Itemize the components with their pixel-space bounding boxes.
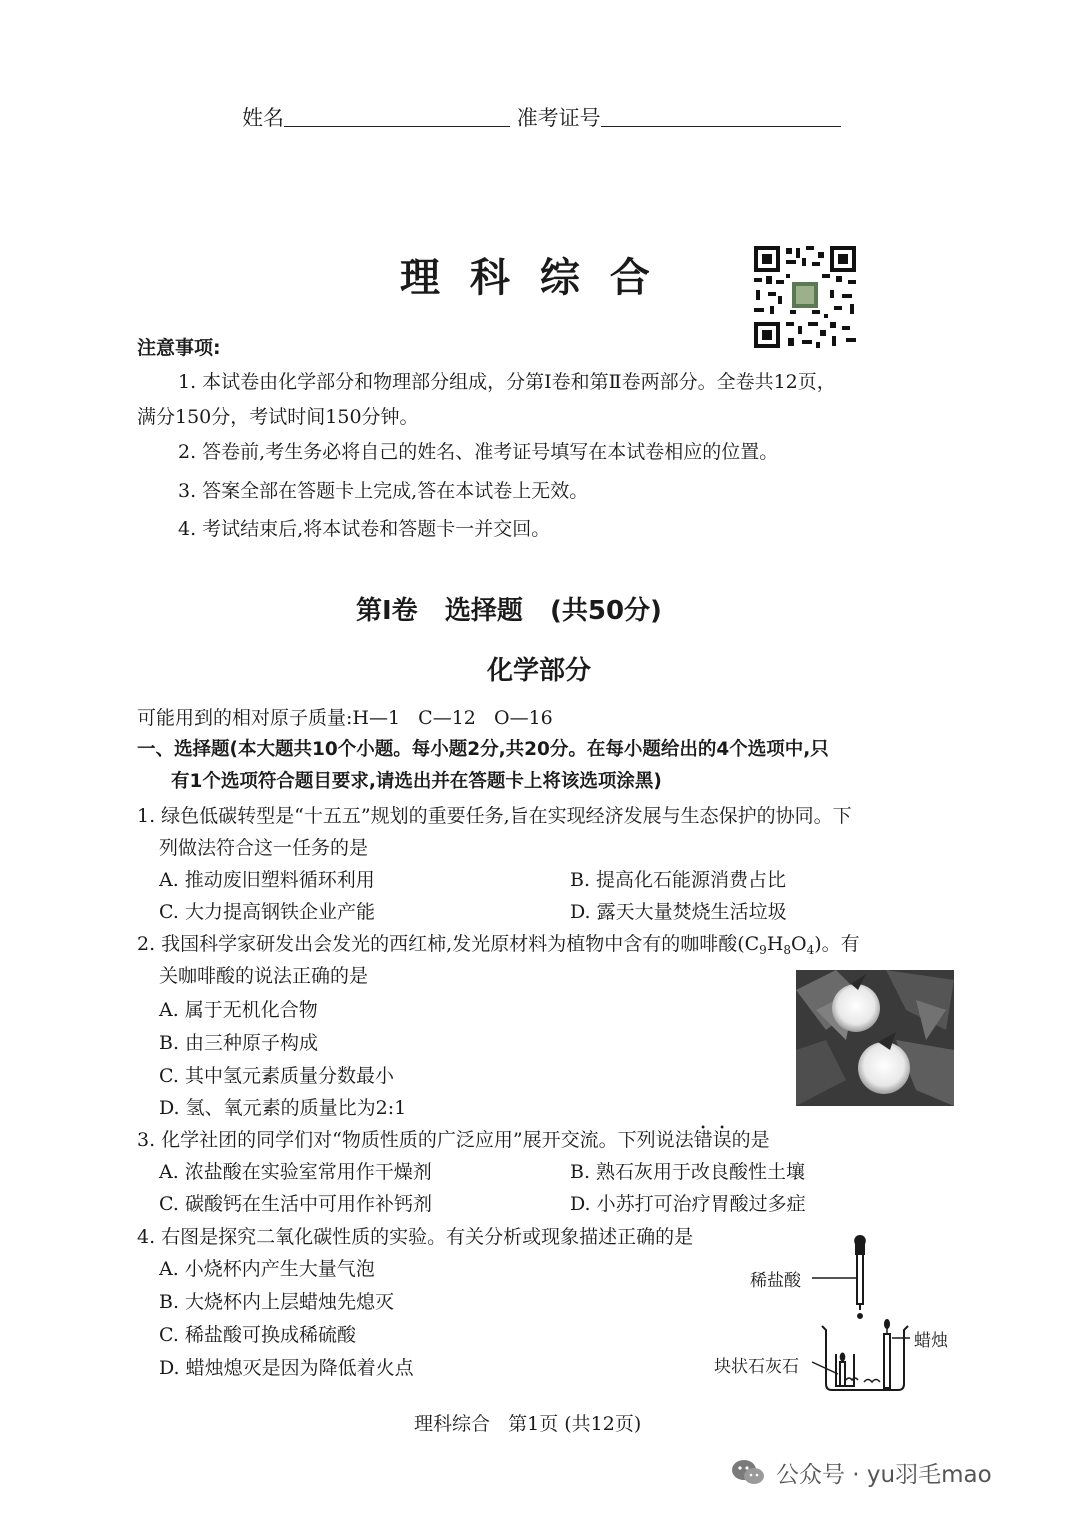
name-label: 姓名: [242, 106, 284, 130]
atomic-mass-line: 可能用到的相对原子质量:H—1 C—12 O—16: [137, 707, 553, 729]
formula-h: H: [766, 933, 784, 955]
co2-experiment-diagram: [714, 1234, 964, 1394]
q1-option-a: A. 推动废旧塑料循环利用: [159, 869, 375, 891]
label-limestone: 块状石灰石: [714, 1357, 799, 1377]
wechat-icon: [730, 1458, 766, 1488]
name-field: [242, 104, 841, 132]
watermark: [730, 1456, 992, 1489]
notice-heading: 注意事项:: [137, 337, 221, 359]
page-title: 理 科 综 合: [400, 255, 658, 301]
q3-option-c: C. 碳酸钙在生活中可用作补钙剂: [159, 1193, 432, 1215]
instruction-line-1: 一、选择题(本大题共10个小题。每小题2分,共20分。在每小题给出的4个选项中,只: [137, 739, 829, 760]
label-dilute-hcl: 稀盐酸: [750, 1271, 801, 1291]
q2-stem-1: [137, 930, 860, 964]
q1-stem-2: 列做法符合这一任务的是: [159, 837, 369, 859]
q3-option-a: A. 浓盐酸在实验室常用作干燥剂: [159, 1161, 432, 1183]
section-title: 第Ⅰ卷 选择题 (共50分): [356, 596, 662, 626]
formula-sub-c: 9: [759, 943, 767, 957]
name-blank: [284, 106, 510, 127]
q2-option-c: C. 其中氢元素质量分数最小: [159, 1065, 394, 1087]
q3-emphasis-1: 错: [693, 1129, 713, 1151]
id-label: 准考证号: [516, 106, 601, 130]
q2-stem-1-end: )。有: [814, 933, 860, 955]
q4-option-b: B. 大烧杯内上层蜡烛先熄灭: [159, 1291, 395, 1313]
q2-option-d: D. 氢、氧元素的质量比为2:1: [159, 1097, 407, 1119]
label-candle: 蜡烛: [914, 1331, 948, 1351]
qr-code-icon: [752, 244, 858, 350]
notice-item-1: 1. 本试卷由化学部分和物理部分组成，分第Ⅰ卷和第Ⅱ卷两部分。全卷共12页，: [178, 371, 836, 393]
q1-option-b: B. 提高化石能源消费占比: [570, 869, 787, 891]
notice-item-3: 3. 答案全部在答题卡上完成,答在本试卷上无效。: [178, 480, 589, 502]
q4-option-c: C. 稀盐酸可换成稀硫酸: [159, 1324, 356, 1346]
q4-option-d: D. 蜡烛熄灭是因为降低着火点: [159, 1357, 414, 1379]
q2-stem-1-text: 2. 我国科学家研发出会发光的西红柿,发光原材料为植物中含有的咖啡酸(C: [137, 933, 760, 955]
formula-sub-h: 8: [783, 943, 792, 957]
formula-o: O: [791, 933, 807, 955]
glowing-tomato-photo: [796, 970, 954, 1106]
q4-stem: 4. 右图是探究二氧化碳性质的实验。有关分析或现象描述正确的是: [137, 1226, 694, 1248]
id-blank: [601, 106, 841, 127]
q3-stem: [137, 1126, 770, 1154]
q1-option-d: D. 露天大量焚烧生活垃圾: [570, 901, 787, 923]
page-footer: 理科综合 第1页 (共12页): [414, 1413, 642, 1435]
watermark-text: 公众号 · yu羽毛mao: [776, 1462, 992, 1488]
part-title: 化学部分: [487, 656, 592, 686]
notice-item-1-cont: 满分150分，考试时间150分钟。: [137, 406, 419, 428]
q4-option-a: A. 小烧杯内产生大量气泡: [159, 1258, 375, 1280]
formula-sub-o: 4: [806, 943, 815, 957]
notice-item-4: 4. 考试结束后,将本试卷和答题卡一并交回。: [178, 518, 551, 540]
q3-stem-end: 的是: [731, 1129, 770, 1151]
q3-option-b: B. 熟石灰用于改良酸性土壤: [570, 1161, 806, 1183]
q2-option-a: A. 属于无机化合物: [159, 999, 318, 1021]
q3-emphasis-2: 误: [712, 1129, 732, 1151]
q3-option-d: D. 小苏打可治疗胃酸过多症: [570, 1193, 806, 1215]
qr-code-graphic: [752, 244, 858, 350]
instruction-line-2: 有1个选项符合题目要求,请选出并在答题卡上将该选项涂黑): [171, 771, 662, 792]
q1-option-c: C. 大力提高钢铁企业产能: [159, 901, 375, 923]
q1-stem-1: 1. 绿色低碳转型是“十五五”规划的重要任务,旨在实现经济发展与生态保护的协同。下: [137, 805, 852, 827]
notice-item-2: 2. 答卷前,考生务必将自己的姓名、准考证号填写在本试卷相应的位置。: [178, 441, 779, 463]
q2-option-b: B. 由三种原子构成: [159, 1032, 319, 1054]
q2-stem-2: 关咖啡酸的说法正确的是: [159, 965, 369, 987]
q3-stem-text: 3. 化学社团的同学们对“物质性质的广泛应用”展开交流。下列说法: [137, 1129, 694, 1151]
